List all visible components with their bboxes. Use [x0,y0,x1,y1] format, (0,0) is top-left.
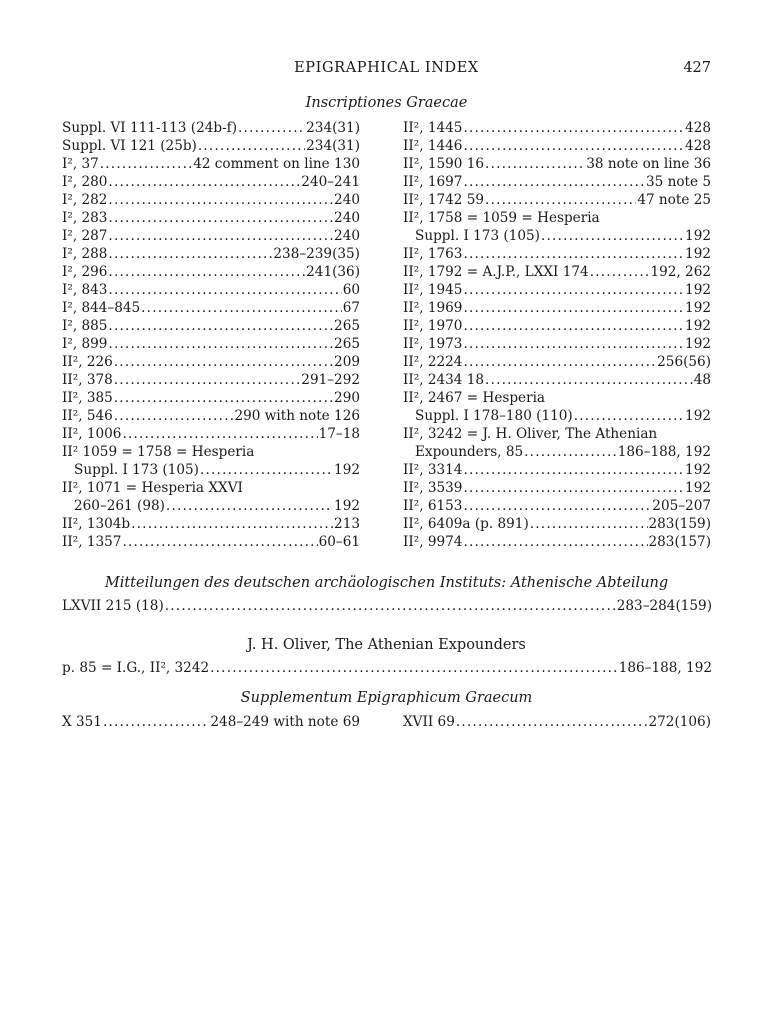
entry-label: II², 3314 [403,462,463,478]
entry-label: II², 1758 = 1059 = Hesperia [403,210,600,226]
entry-page: 291–292 [301,372,360,388]
entry-label: II² 1059 = 1758 = Hesperia [62,444,255,460]
index-entry [403,137,711,155]
entry-label: II², 2224 [403,354,463,370]
entry-page: 47 note 25 [637,192,711,208]
leader-dots [210,659,618,677]
entry-label: p. 85 = I.G., II², 3242 [62,660,210,676]
leader-dots [463,335,684,353]
entry-page: 283(157) [648,534,711,550]
entry-label: I², 37 [62,156,99,172]
leader-dots [131,515,333,533]
entry-page: 234(31) [306,120,360,136]
entry-label: II², 226 [62,354,113,370]
entry-label: I², 885 [62,318,108,334]
entry-page: 192 [334,462,360,478]
index-entry [62,515,360,533]
leader-dots [108,245,272,263]
entry-label: II², 1945 [403,282,463,298]
leader-dots [114,389,333,407]
section-title-mitteilungen: Mitteilungen des deutschen archäologischen Instituts: Athenische Abteilung [104,575,669,591]
entry-label: II², 1590 16 [403,156,485,172]
seg-left [62,713,360,731]
entry-label: I², 283 [62,210,108,226]
entry-label: II², 385 [62,390,113,406]
entry-page: 234(31) [306,138,360,154]
index-entry [62,335,360,353]
entry-page: 283(159) [648,516,711,532]
entry-label: Suppl. I 173 (105) [415,228,540,244]
entry-page: 192 [685,282,711,298]
index-entry [403,227,711,245]
index-entry [403,155,711,173]
leader-dots [574,407,684,425]
index-entry [62,281,360,299]
entry-page: 48 [693,372,711,388]
leader-dots [108,335,333,353]
index-entry [62,597,712,615]
leader-dots [108,263,305,281]
leader-dots [463,461,684,479]
index-entry [62,137,360,155]
leader-dots [463,173,645,191]
entry-label: II², 1970 [403,318,463,334]
entry-page: 283–284(159) [616,598,712,614]
entry-label: II², 1357 [62,534,122,550]
entry-page: 240 [334,228,360,244]
entry-label: II², 1446 [403,138,463,154]
entry-page: 42 comment on line 130 [193,156,360,172]
entry-label: II², 1792 = A.J.P., LXXI 174 [403,264,589,280]
index-entry [403,281,711,299]
index-entry [403,335,711,353]
entry-page: 290 [334,390,360,406]
entry-label: II², 1763 [403,246,463,262]
leader-dots [541,227,684,245]
entry-label: 260–261 (98) [74,498,165,514]
page-header [62,60,711,82]
index-entry [403,713,711,731]
leader-dots [530,515,648,533]
leader-dots [141,299,342,317]
leader-dots [238,119,305,137]
leader-dots [198,137,305,155]
leader-dots [463,137,684,155]
index-entry [403,515,711,533]
leader-dots [114,371,301,389]
index-entry [62,227,360,245]
entry-page: 213 [334,516,360,532]
entry-label: I², 282 [62,192,108,208]
entry-page: 265 [334,336,360,352]
index-entry [62,353,360,371]
entry-page: 290 with note 126 [234,408,360,424]
leader-dots [114,407,234,425]
leader-dots [485,371,693,389]
index-entry [403,425,711,443]
entry-label: I², 288 [62,246,108,262]
leader-dots [108,281,341,299]
leader-dots [166,497,333,515]
entry-page: 240–241 [301,174,360,190]
index-entry [62,299,360,317]
entry-label: II², 6153 [403,498,463,514]
leader-dots [463,299,684,317]
index-entry [403,407,711,425]
index-entry [62,173,360,191]
index-entry [403,299,711,317]
entry-label: I², 280 [62,174,108,190]
index-entry [403,173,711,191]
leader-dots [122,425,317,443]
index-entry [403,209,711,227]
leader-dots [108,317,333,335]
index-entry [62,119,360,137]
entry-label: II², 2434 18 [403,372,485,388]
index-entry [403,245,711,263]
entry-page: 192 [685,300,711,316]
leader-dots [590,263,650,281]
entry-page: 205–207 [652,498,711,514]
entry-page: 428 [685,138,711,154]
entry-page: 186–188, 192 [617,444,711,460]
leader-dots [463,353,656,371]
index-entry [62,713,360,731]
leader-dots [114,353,333,371]
leader-dots [463,317,684,335]
entry-page: 209 [334,354,360,370]
entry-label: II², 1969 [403,300,463,316]
entry-label: II², 2467 = Hesperia [403,390,546,406]
index-entry [62,425,360,443]
leader-dots [456,713,648,731]
entry-label: XVII 69 [403,714,455,730]
entry-page: 238–239(35) [273,246,360,262]
leader-dots [108,173,300,191]
entry-page: 35 note 5 [645,174,711,190]
index-entry [403,389,711,407]
entry-page: 192 [685,318,711,334]
leader-dots [463,281,684,299]
index-entry [403,371,711,389]
entry-label: II², 378 [62,372,113,388]
entry-page: 192 [685,480,711,496]
entry-label: Suppl. I 178–180 (110) [415,408,573,424]
leader-dots [200,461,333,479]
leader-dots [100,155,192,173]
entry-page: 192 [685,228,711,244]
running-title: EPIGRAPHICAL INDEX [294,60,479,76]
index-entry [62,407,360,425]
entry-page: 17–18 [318,426,360,442]
entry-label: I², 296 [62,264,108,280]
leader-dots [108,209,333,227]
leader-dots [485,191,636,209]
section-title-ig: Inscriptiones Graecae [305,95,468,111]
index-entry [62,389,360,407]
entry-label: Expounders, 85 [415,444,524,460]
entry-label: II², 1973 [403,336,463,352]
leader-dots [463,497,651,515]
index-entry [403,191,711,209]
entry-label: II², 1742 59 [403,192,485,208]
index-entry [62,371,360,389]
mitteilungen-entries [62,597,712,615]
entry-page: 38 note on line 36 [586,156,711,172]
entry-label: II², 546 [62,408,113,424]
entry-page: 60–61 [318,534,360,550]
entry-page: 256(56) [657,354,711,370]
index-entry [62,497,360,515]
entry-page: 240 [334,210,360,226]
entry-page: 192 [685,462,711,478]
seg-right [403,713,711,731]
entry-label: I², 843 [62,282,108,298]
index-entry [62,155,360,173]
index-entry [403,263,711,281]
leader-dots [463,119,684,137]
entry-label: LXVII 215 (18) [62,598,164,614]
entry-page: 428 [685,120,711,136]
index-entry [62,461,360,479]
index-entry [62,263,360,281]
entry-page: 192 [685,246,711,262]
index-entry [62,659,712,677]
index-entry [403,533,711,551]
ig-left-column [62,119,360,551]
section-title-oliver [62,637,711,653]
entry-label: II², 1445 [403,120,463,136]
entry-page: 192 [334,498,360,514]
entry-page: 192 [685,336,711,352]
leader-dots [165,597,616,615]
ig-right-column [403,119,711,551]
entry-page: 272(106) [648,714,711,730]
index-entry [62,479,360,497]
oliver-title-text: J. H. Oliver, The Athenian Expounders [247,637,526,653]
entry-page: 265 [334,318,360,334]
index-entry [403,497,711,515]
entry-label: I², 844–845 [62,300,141,316]
index-entry [403,353,711,371]
entry-label: II², 3242 = J. H. Oliver, The Athenian [403,426,658,442]
entry-label: I², 287 [62,228,108,244]
section-title-seg: Supplementum Epigraphicum Graecum [240,690,533,706]
index-entry [62,443,360,461]
entry-page: 60 [342,282,360,298]
index-entry [403,317,711,335]
leader-dots [463,245,684,263]
leader-dots [485,155,585,173]
entry-page: 192 [685,408,711,424]
leader-dots [463,533,647,551]
leader-dots [108,227,333,245]
index-entry [403,479,711,497]
index-entry [62,533,360,551]
entry-label: II², 1304b [62,516,131,532]
leader-dots [463,479,684,497]
entry-label: II², 3539 [403,480,463,496]
index-entry [62,209,360,227]
oliver-entries [62,659,712,677]
entry-label: X 351 [62,714,102,730]
entry-page: 241(36) [306,264,360,280]
index-entry [403,443,711,461]
entry-label: Suppl. VI 111-113 (24b-f) [62,120,238,136]
leader-dots [122,533,317,551]
entry-page: 67 [342,300,360,316]
entry-page: 240 [334,192,360,208]
entry-label: I², 899 [62,336,108,352]
index-entry [62,191,360,209]
entry-label: II², 1071 = Hesperia XXVI [62,480,243,496]
entry-label: II², 1006 [62,426,122,442]
leader-dots [108,191,333,209]
page-number: 427 [683,60,711,76]
entry-label: II², 6409a (p. 891) [403,516,529,532]
entry-label: Suppl. VI 121 (25b) [62,138,197,154]
index-entry [62,317,360,335]
index-entry [403,461,711,479]
entry-label: Suppl. I 173 (105) [74,462,199,478]
index-entry [62,245,360,263]
leader-dots [524,443,617,461]
entry-page: 186–188, 192 [618,660,712,676]
leader-dots [103,713,209,731]
entry-page: 248–249 with note 69 [210,714,360,730]
entry-page: 192, 262 [650,264,711,280]
entry-label: II², 9974 [403,534,463,550]
entry-label: II², 1697 [403,174,463,190]
index-entry [403,119,711,137]
